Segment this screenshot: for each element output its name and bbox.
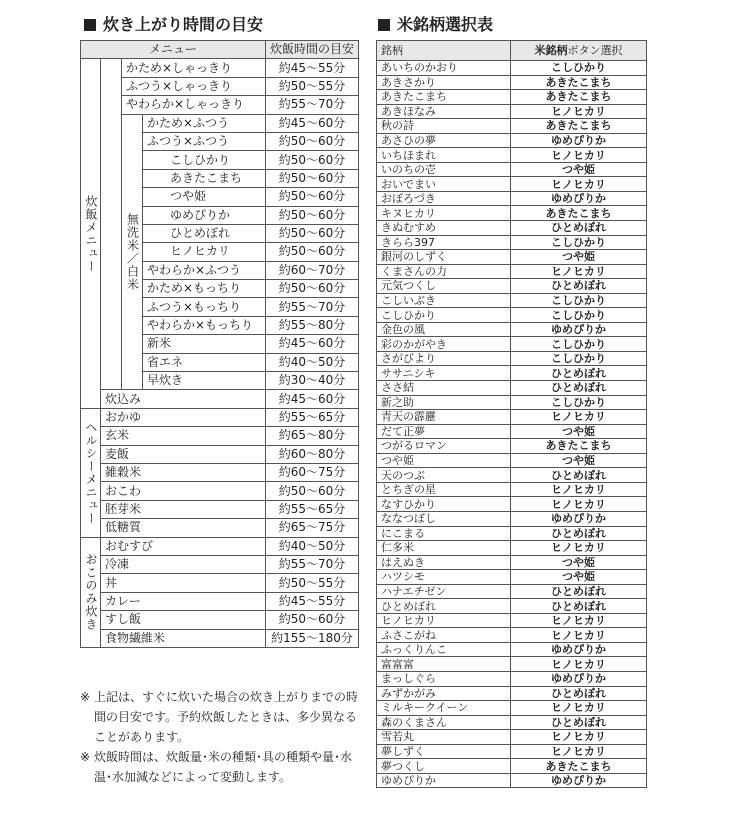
brand-name: あきほなみ — [377, 104, 511, 119]
time-value: 約50～60分 — [266, 132, 359, 150]
brand-name: ハナエチゼン — [377, 584, 511, 599]
table-row — [377, 657, 647, 672]
brand-select-value: こしひかり — [511, 235, 647, 250]
brand-select-value: ひとめぼれ — [511, 686, 647, 701]
brand-select-value: ゆめぴりか — [511, 322, 647, 337]
menu-label: おかゆ — [101, 408, 266, 426]
time-value: 約50～60分 — [266, 188, 359, 206]
table-row — [377, 337, 647, 352]
table-row — [81, 629, 359, 647]
table-row — [377, 773, 647, 788]
note-text: 上記は、すぐに炊いた場合の炊き上がりまでの時間の目安です。予約炊飯したときは、多少異なることがあります。 — [94, 690, 359, 744]
menu-label: 冷凍 — [101, 555, 266, 573]
brand-name: いちほまれ — [377, 148, 511, 163]
brand-name: みずかがみ — [377, 686, 511, 701]
table-row — [377, 381, 647, 396]
brand-name: ゆめぴりか — [377, 773, 511, 788]
menu-label: かため×しゃっきり — [122, 59, 266, 77]
brand-name: ふさこがね — [377, 628, 511, 643]
menu-label: 丼 — [101, 574, 266, 592]
brand-name: ひとめぼれ — [377, 599, 511, 614]
brand-select-value: ひとめぼれ — [511, 599, 647, 614]
menu-header: メニュー — [81, 41, 266, 59]
brand-name: ササニシキ — [377, 366, 511, 381]
table-row — [377, 75, 647, 90]
table-row — [81, 96, 359, 114]
table-row — [377, 191, 647, 206]
table-row — [81, 574, 359, 592]
table-row — [377, 541, 647, 556]
menu-label: 雑穀米 — [101, 463, 266, 481]
table-row — [377, 410, 647, 425]
time-value: 約55～70分 — [266, 96, 359, 114]
table-row — [377, 351, 647, 366]
cooking-time-table — [80, 40, 359, 648]
time-value: 約45～60分 — [266, 390, 359, 408]
menu-label: かため×もっちり — [143, 280, 266, 298]
table-row — [377, 555, 647, 570]
brand-name: 雪若丸 — [377, 730, 511, 745]
menu-label: ふつう×しゃっきり — [122, 77, 266, 95]
brand-select-value: こしひかり — [511, 293, 647, 308]
table-row — [377, 133, 647, 148]
table-header-row — [81, 41, 359, 59]
brand-select-value: ヒノヒカリ — [511, 177, 647, 192]
brand-select-value: ヒノヒカリ — [511, 482, 647, 497]
time-value: 約50～55分 — [266, 77, 359, 95]
select-header-bold: 米銘柄 — [534, 44, 568, 57]
brand-select-value: ひとめぼれ — [511, 279, 647, 294]
brand-name: 森のくまさん — [377, 715, 511, 730]
brand-select-value: あきたこまち — [511, 90, 647, 105]
brand-select-value: つや姫 — [511, 570, 647, 585]
table-row — [81, 408, 359, 426]
menu-label: ヒノヒカリ — [143, 243, 266, 261]
menu-label: 麦飯 — [101, 445, 266, 463]
brand-select-value: ヒノヒカリ — [511, 657, 647, 672]
brand-name: あきさかり — [377, 75, 511, 90]
time-header: 炊飯時間の目安 — [266, 41, 359, 59]
brand-select-value: ひとめぼれ — [511, 366, 647, 381]
table-row — [377, 206, 647, 221]
brand-select-value: ゆめぴりか — [511, 773, 647, 788]
brand-name: いのちの壱 — [377, 162, 511, 177]
brand-name: あきたこまち — [377, 90, 511, 105]
time-value: 約50～60分 — [266, 206, 359, 224]
brand-name: 天のつぶ — [377, 468, 511, 483]
menu-label: カレー — [101, 592, 266, 610]
table-row — [377, 61, 647, 76]
brand-select-value: ひとめぼれ — [511, 221, 647, 236]
brand-name: 富富富 — [377, 657, 511, 672]
table-row — [81, 445, 359, 463]
brand-select-value: ゆめぴりか — [511, 671, 647, 686]
brand-select-value: つや姫 — [511, 453, 647, 468]
menu-label: 低糖質 — [101, 519, 266, 537]
table-row — [377, 264, 647, 279]
time-value: 約55～70分 — [266, 298, 359, 316]
table-row — [377, 322, 647, 337]
table-row — [81, 500, 359, 518]
brand-name: ななつぼし — [377, 511, 511, 526]
brand-select-value: あきたこまち — [511, 119, 647, 134]
time-value: 約45～60分 — [266, 335, 359, 353]
time-value: 約60～75分 — [266, 463, 359, 481]
healthy-group-label: ヘルシーメニュー — [81, 408, 101, 537]
cooking-time-title — [84, 12, 263, 35]
table-row — [377, 482, 647, 497]
brand-name: 銀河のしずく — [377, 250, 511, 265]
brand-name: おぼろづき — [377, 191, 511, 206]
brand-select-value: ヒノヒカリ — [511, 541, 647, 556]
brand-select-value: ヒノヒカリ — [511, 497, 647, 512]
brand-name: こしひかり — [377, 308, 511, 323]
table-row — [81, 555, 359, 573]
table-row — [81, 611, 359, 629]
menu-label: やわらか×もっちり — [143, 316, 266, 334]
time-value: 約60～70分 — [266, 261, 359, 279]
menu-label: おむすび — [101, 537, 266, 555]
menu-label: ふつう×ふつう — [143, 132, 266, 150]
brand-select-value: あきたこまち — [511, 439, 647, 454]
table-row — [377, 599, 647, 614]
brand-select-value: つや姫 — [511, 162, 647, 177]
time-value: 約50～55分 — [266, 574, 359, 592]
table-row — [377, 584, 647, 599]
brand-name: 金色の風 — [377, 322, 511, 337]
brand-select-value: こしひかり — [511, 395, 647, 410]
time-value: 約30～40分 — [266, 372, 359, 390]
table-row — [377, 468, 647, 483]
brand-select-value: こしひかり — [511, 337, 647, 352]
brand-table-title — [378, 12, 493, 35]
brand-name: つや姫 — [377, 453, 511, 468]
menu-label: ひとめぼれ — [143, 224, 266, 242]
table-row — [377, 744, 647, 759]
brand-name: つがるロマン — [377, 439, 511, 454]
brand-select-value: あきたこまち — [511, 206, 647, 221]
brand-select-value: ゆめぴりか — [511, 511, 647, 526]
select-header — [511, 41, 647, 61]
time-value: 約50～60分 — [266, 280, 359, 298]
brand-name: ハツシモ — [377, 570, 511, 585]
menu-label: おこわ — [101, 482, 266, 500]
brand-select-value: ひとめぼれ — [511, 715, 647, 730]
table-row — [377, 759, 647, 774]
table-row — [377, 279, 647, 294]
brand-name: なすひかり — [377, 497, 511, 512]
brand-name: 彩のかがやき — [377, 337, 511, 352]
table-row — [81, 59, 359, 77]
brand-name: 新之助 — [377, 395, 511, 410]
note-mark: ※ — [80, 750, 91, 764]
table-row — [377, 148, 647, 163]
time-value: 約50～60分 — [266, 243, 359, 261]
brand-select-value: ヒノヒカリ — [511, 628, 647, 643]
table-row — [377, 453, 647, 468]
table-row — [81, 537, 359, 555]
menu-label: 食物繊維米 — [101, 629, 266, 647]
time-value: 約45～55分 — [266, 59, 359, 77]
brand-select-value: ヒノヒカリ — [511, 104, 647, 119]
menu-label: あきたこまち — [143, 169, 266, 187]
table-row — [377, 366, 647, 381]
time-value: 約40～50分 — [266, 537, 359, 555]
brand-select-value: つや姫 — [511, 555, 647, 570]
menu-label: やわらか×しゃっきり — [122, 96, 266, 114]
brand-selection-table — [376, 40, 647, 788]
menu-label: ふつう×もっちり — [143, 298, 266, 316]
brand-select-value: あきたこまち — [511, 75, 647, 90]
white-rice-group-label: 無洗米／白米 — [122, 114, 143, 390]
time-value: 約50～60分 — [266, 224, 359, 242]
time-value: 約50～60分 — [266, 169, 359, 187]
brand-name: ささ結 — [377, 381, 511, 396]
menu-label: こしひかり — [143, 151, 266, 169]
table-row — [81, 390, 359, 408]
menu-label: 早炊き — [143, 372, 266, 390]
time-value: 約45～55分 — [266, 592, 359, 610]
brand-name: 夢しずく — [377, 744, 511, 759]
time-value: 約50～60分 — [266, 611, 359, 629]
table-row — [81, 114, 359, 132]
brand-name: だて正夢 — [377, 424, 511, 439]
menu-label: ゆめぴりか — [143, 206, 266, 224]
brand-select-value: ヒノヒカリ — [511, 148, 647, 163]
brand-select-value: こしひかり — [511, 351, 647, 366]
table-row — [377, 424, 647, 439]
table-row — [377, 395, 647, 410]
table-row — [377, 162, 647, 177]
brand-name: にこまる — [377, 526, 511, 541]
square-bullet-icon — [378, 19, 390, 31]
table-row — [81, 482, 359, 500]
time-value: 約50～60分 — [266, 151, 359, 169]
time-value: 約65～75分 — [266, 519, 359, 537]
brand-select-value: ひとめぼれ — [511, 584, 647, 599]
table-row — [377, 526, 647, 541]
time-value: 約40～50分 — [266, 353, 359, 371]
brand-header: 銘柄 — [377, 41, 511, 61]
brand-name: 仁多米 — [377, 541, 511, 556]
table-row — [81, 519, 359, 537]
notes — [80, 687, 365, 787]
menu-label: やわらか×ふつう — [143, 261, 266, 279]
time-value: 約60～80分 — [266, 445, 359, 463]
table-row — [377, 235, 647, 250]
time-value: 約45～60分 — [266, 114, 359, 132]
brand-name: ふっくりんこ — [377, 642, 511, 657]
brand-name: 夢つくし — [377, 759, 511, 774]
brand-select-value: ゆめぴりか — [511, 191, 647, 206]
table-row — [377, 308, 647, 323]
brand-select-value: ヒノヒカリ — [511, 264, 647, 279]
brand-select-value: ヒノヒカリ — [511, 613, 647, 628]
brand-name: さがびより — [377, 351, 511, 366]
brand-name: とちぎの星 — [377, 482, 511, 497]
menu-label: かため×ふつう — [143, 114, 266, 132]
menu-label: つや姫 — [143, 188, 266, 206]
table-row — [377, 701, 647, 716]
brand-name: くまさんの力 — [377, 264, 511, 279]
table-row — [377, 119, 647, 134]
brand-name: まっしぐら — [377, 671, 511, 686]
brand-name: キヌヒカリ — [377, 206, 511, 221]
table-row — [377, 570, 647, 585]
table-row — [377, 511, 647, 526]
note-text: 炊飯時間は、炊飯量･米の種類･具の種類や量･水温･水加減などによって変動します。 — [94, 750, 353, 784]
table-row — [377, 104, 647, 119]
table-row — [377, 671, 647, 686]
brand-name: ヒノヒカリ — [377, 613, 511, 628]
brand-select-value: ゆめぴりか — [511, 133, 647, 148]
brand-name: 秋の詩 — [377, 119, 511, 134]
table-row — [377, 642, 647, 657]
table-row — [81, 463, 359, 481]
note-item — [80, 687, 365, 747]
brand-select-value: つや姫 — [511, 424, 647, 439]
note-item — [80, 747, 365, 787]
brand-select-value: ヒノヒカリ — [511, 730, 647, 745]
menu-label: 胚芽米 — [101, 500, 266, 518]
time-value: 約55～65分 — [266, 500, 359, 518]
brand-select-value: ゆめぴりか — [511, 642, 647, 657]
brand-select-value: ヒノヒカリ — [511, 410, 647, 425]
menu-label: 新米 — [143, 335, 266, 353]
brand-name: きぬむすめ — [377, 221, 511, 236]
brand-select-value: こしひかり — [511, 308, 647, 323]
table-row — [377, 730, 647, 745]
menu-label: すし飯 — [101, 611, 266, 629]
time-value: 約50～60分 — [266, 482, 359, 500]
brand-name: あさひの夢 — [377, 133, 511, 148]
table-row — [377, 439, 647, 454]
table-row — [377, 628, 647, 643]
brand-name: おいでまい — [377, 177, 511, 192]
table-row — [377, 250, 647, 265]
preferred-group-label: おこのみ炊き — [81, 537, 101, 647]
table-row — [377, 497, 647, 512]
table-header-row — [377, 41, 647, 61]
square-bullet-icon — [84, 19, 96, 31]
note-mark: ※ — [80, 690, 91, 704]
brand-name: あいちのかおり — [377, 61, 511, 76]
table-row — [377, 177, 647, 192]
brand-select-value: こしひかり — [511, 61, 647, 76]
cook-menu-spacer — [101, 59, 122, 390]
menu-label: 炊込み — [101, 390, 266, 408]
brand-select-value: ひとめぼれ — [511, 468, 647, 483]
table-row — [81, 427, 359, 445]
table-row — [377, 90, 647, 105]
brand-name: はえぬき — [377, 555, 511, 570]
brand-name: 青天の霹靂 — [377, 410, 511, 425]
brand-select-value: ひとめぼれ — [511, 526, 647, 541]
time-value: 約55～70分 — [266, 555, 359, 573]
brand-table-title-text: 米銘柄選択表 — [397, 15, 494, 34]
brand-table-body — [377, 61, 647, 788]
table-row — [377, 293, 647, 308]
table-row — [377, 686, 647, 701]
table-row — [377, 715, 647, 730]
table-row — [377, 613, 647, 628]
cooking-time-title-text: 炊き上がり時間の目安 — [103, 15, 264, 34]
menu-label: 省エネ — [143, 353, 266, 371]
brand-select-value: あきたこまち — [511, 759, 647, 774]
time-value: 約55～80分 — [266, 316, 359, 334]
cook-menu-group-label: 炊飯メニュー — [81, 59, 101, 408]
brand-select-value: ヒノヒカリ — [511, 701, 647, 716]
brand-select-value: ひとめぼれ — [511, 381, 647, 396]
brand-name: ミルキークイーン — [377, 701, 511, 716]
time-value: 約65～80分 — [266, 427, 359, 445]
table-row — [377, 221, 647, 236]
brand-name: こしいぶき — [377, 293, 511, 308]
time-value: 約55～65分 — [266, 408, 359, 426]
select-header-rest: ボタン選択 — [567, 44, 623, 57]
brand-name: きらら397 — [377, 235, 511, 250]
brand-select-value: つや姫 — [511, 250, 647, 265]
menu-label: 玄米 — [101, 427, 266, 445]
brand-name: 元気つくし — [377, 279, 511, 294]
table-row — [81, 592, 359, 610]
table-row — [81, 77, 359, 95]
time-value: 約155～180分 — [266, 629, 359, 647]
brand-select-value: ヒノヒカリ — [511, 744, 647, 759]
